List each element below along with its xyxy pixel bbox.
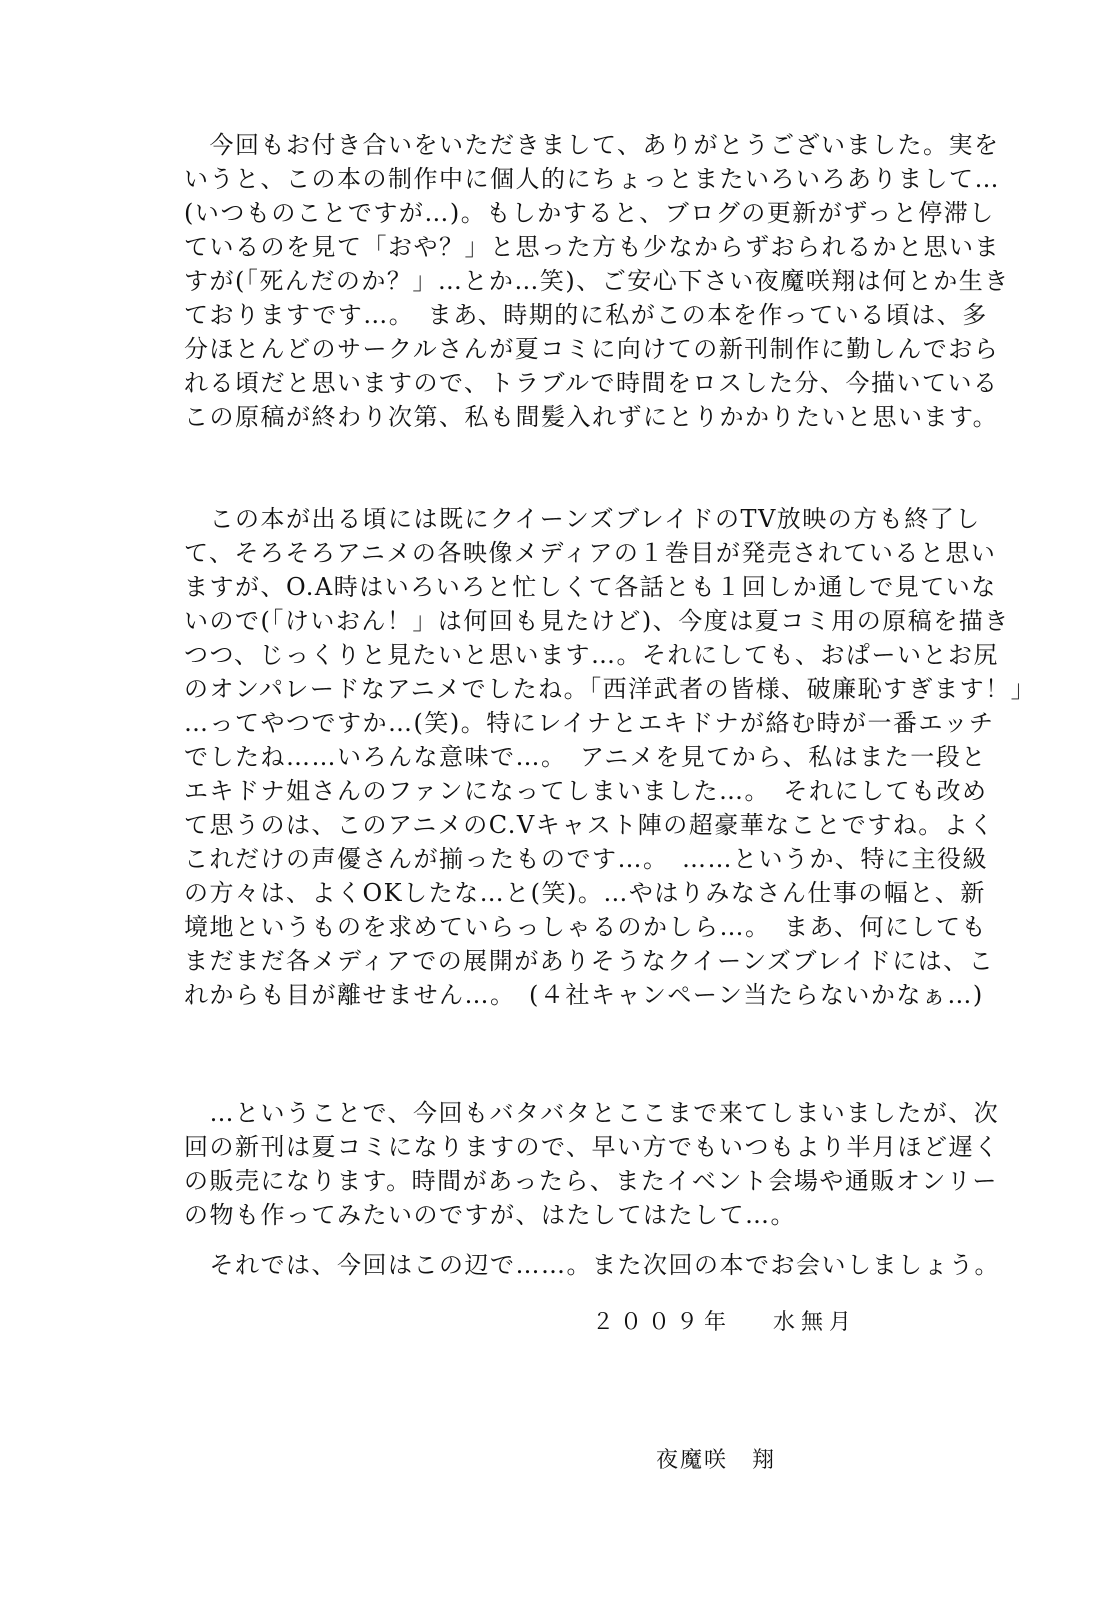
paragraph-3 bbox=[184, 1096, 1000, 1232]
text-line: エキドナ姐さんのファンになってしまいました…。 それにしても改め bbox=[184, 777, 988, 805]
text-line: れる頃だと思いますので、トラブルで時間をロスした分、今描いている bbox=[184, 369, 999, 397]
text-line: の方々は、よくOKしたな…と(笑)。…やはりみなさん仕事の幅と、新 bbox=[184, 879, 986, 907]
text-line: それでは、今回はこの辺で……。また次回の本でお会いしましょう。 bbox=[184, 1251, 1000, 1279]
text-line: でしたね……いろんな意味で…。 アニメを見てから、私はまた一段と bbox=[184, 743, 987, 771]
text-line: つつ、じっくりと見たいと思います…。それにしても、おぱーいとお尻 bbox=[184, 641, 1000, 669]
text-line: れからも目が離せません…。 (４社キャンペーン当たらないかなぁ…) bbox=[184, 981, 984, 1009]
author-signature: 夜魔咲 翔 bbox=[656, 1448, 777, 1473]
text-line: の販売になります。時間があったら、またイベント会場や通販オンリー bbox=[184, 1167, 998, 1195]
date-line: ２００９年 水無月 bbox=[592, 1310, 857, 1335]
text-line: (いつものことですが…)。もしかすると、ブログの更新がずっと停滞し bbox=[184, 199, 995, 227]
text-line: いので(「けいおん！」は何回も見たけど)、今度は夏コミ用の原稿を描き bbox=[184, 607, 1010, 635]
text-line: て、そろそろアニメの各映像メディアの１巻目が発売されていると思い bbox=[184, 539, 997, 567]
text-line: 境地というものを求めていらっしゃるのかしら…。 まあ、何にしても bbox=[184, 913, 988, 941]
text-line: すが(「死んだのか？」…とか…笑)、ご安心下さい夜魔咲翔は何とか生き bbox=[184, 267, 1010, 295]
text-line: 今回もお付き合いをいただきまして、ありがとうございました。実を bbox=[184, 131, 1000, 159]
text-line: 回の新刊は夏コミになりますので、早い方でもいつもより半月ほど遅く bbox=[184, 1133, 1000, 1161]
text-line: これだけの声優さんが揃ったものです…。 ……というか、特に主役級 bbox=[184, 845, 988, 873]
text-line: ておりますです…。 まあ、時期的に私がこの本を作っている頃は、多 bbox=[184, 301, 988, 329]
text-line: …ということで、今回もバタバタとここまで来てしまいましたが、次 bbox=[184, 1099, 1000, 1127]
text-line: この本が出る頃には既にクイーンズブレイドのTV放映の方も終了し bbox=[184, 505, 981, 533]
text-line: 分ほとんどのサークルさんが夏コミに向けての新刊制作に勤しんでおら bbox=[184, 335, 1000, 363]
text-line: まだまだ各メディアでの展開がありそうなクイーンズブレイドには、こ bbox=[184, 947, 995, 975]
text-line: いうと、この本の制作中に個人的にちょっとまたいろいろありまして… bbox=[184, 165, 1000, 193]
paragraph-2 bbox=[184, 502, 1037, 1012]
text-line: ているのを見て「おや？」と思った方も少なからずおられるかと思いま bbox=[184, 233, 1000, 261]
text-line: …ってやつですか…(笑)。特にレイナとエキドナが絡む時が一番エッチ bbox=[184, 709, 995, 737]
text-line: て思うのは、このアニメのC.Vキャスト陣の超豪華なことですね。よく bbox=[184, 811, 995, 839]
text-line: の物も作ってみたいのですが、はたしてはたして…。 bbox=[184, 1201, 796, 1229]
paragraph-4 bbox=[184, 1248, 1000, 1282]
text-line: この原稿が終わり次第、私も間髪入れずにとりかかりたいと思います。 bbox=[184, 403, 999, 431]
text-line: ますが、O.A時はいろいろと忙しくて各話とも１回しか通しで見ていな bbox=[184, 573, 997, 601]
text-line: のオンパレードなアニメでしたね。「西洋武者の皆様、破廉恥すぎます！」 bbox=[184, 675, 1037, 703]
paragraph-1 bbox=[184, 128, 1010, 434]
